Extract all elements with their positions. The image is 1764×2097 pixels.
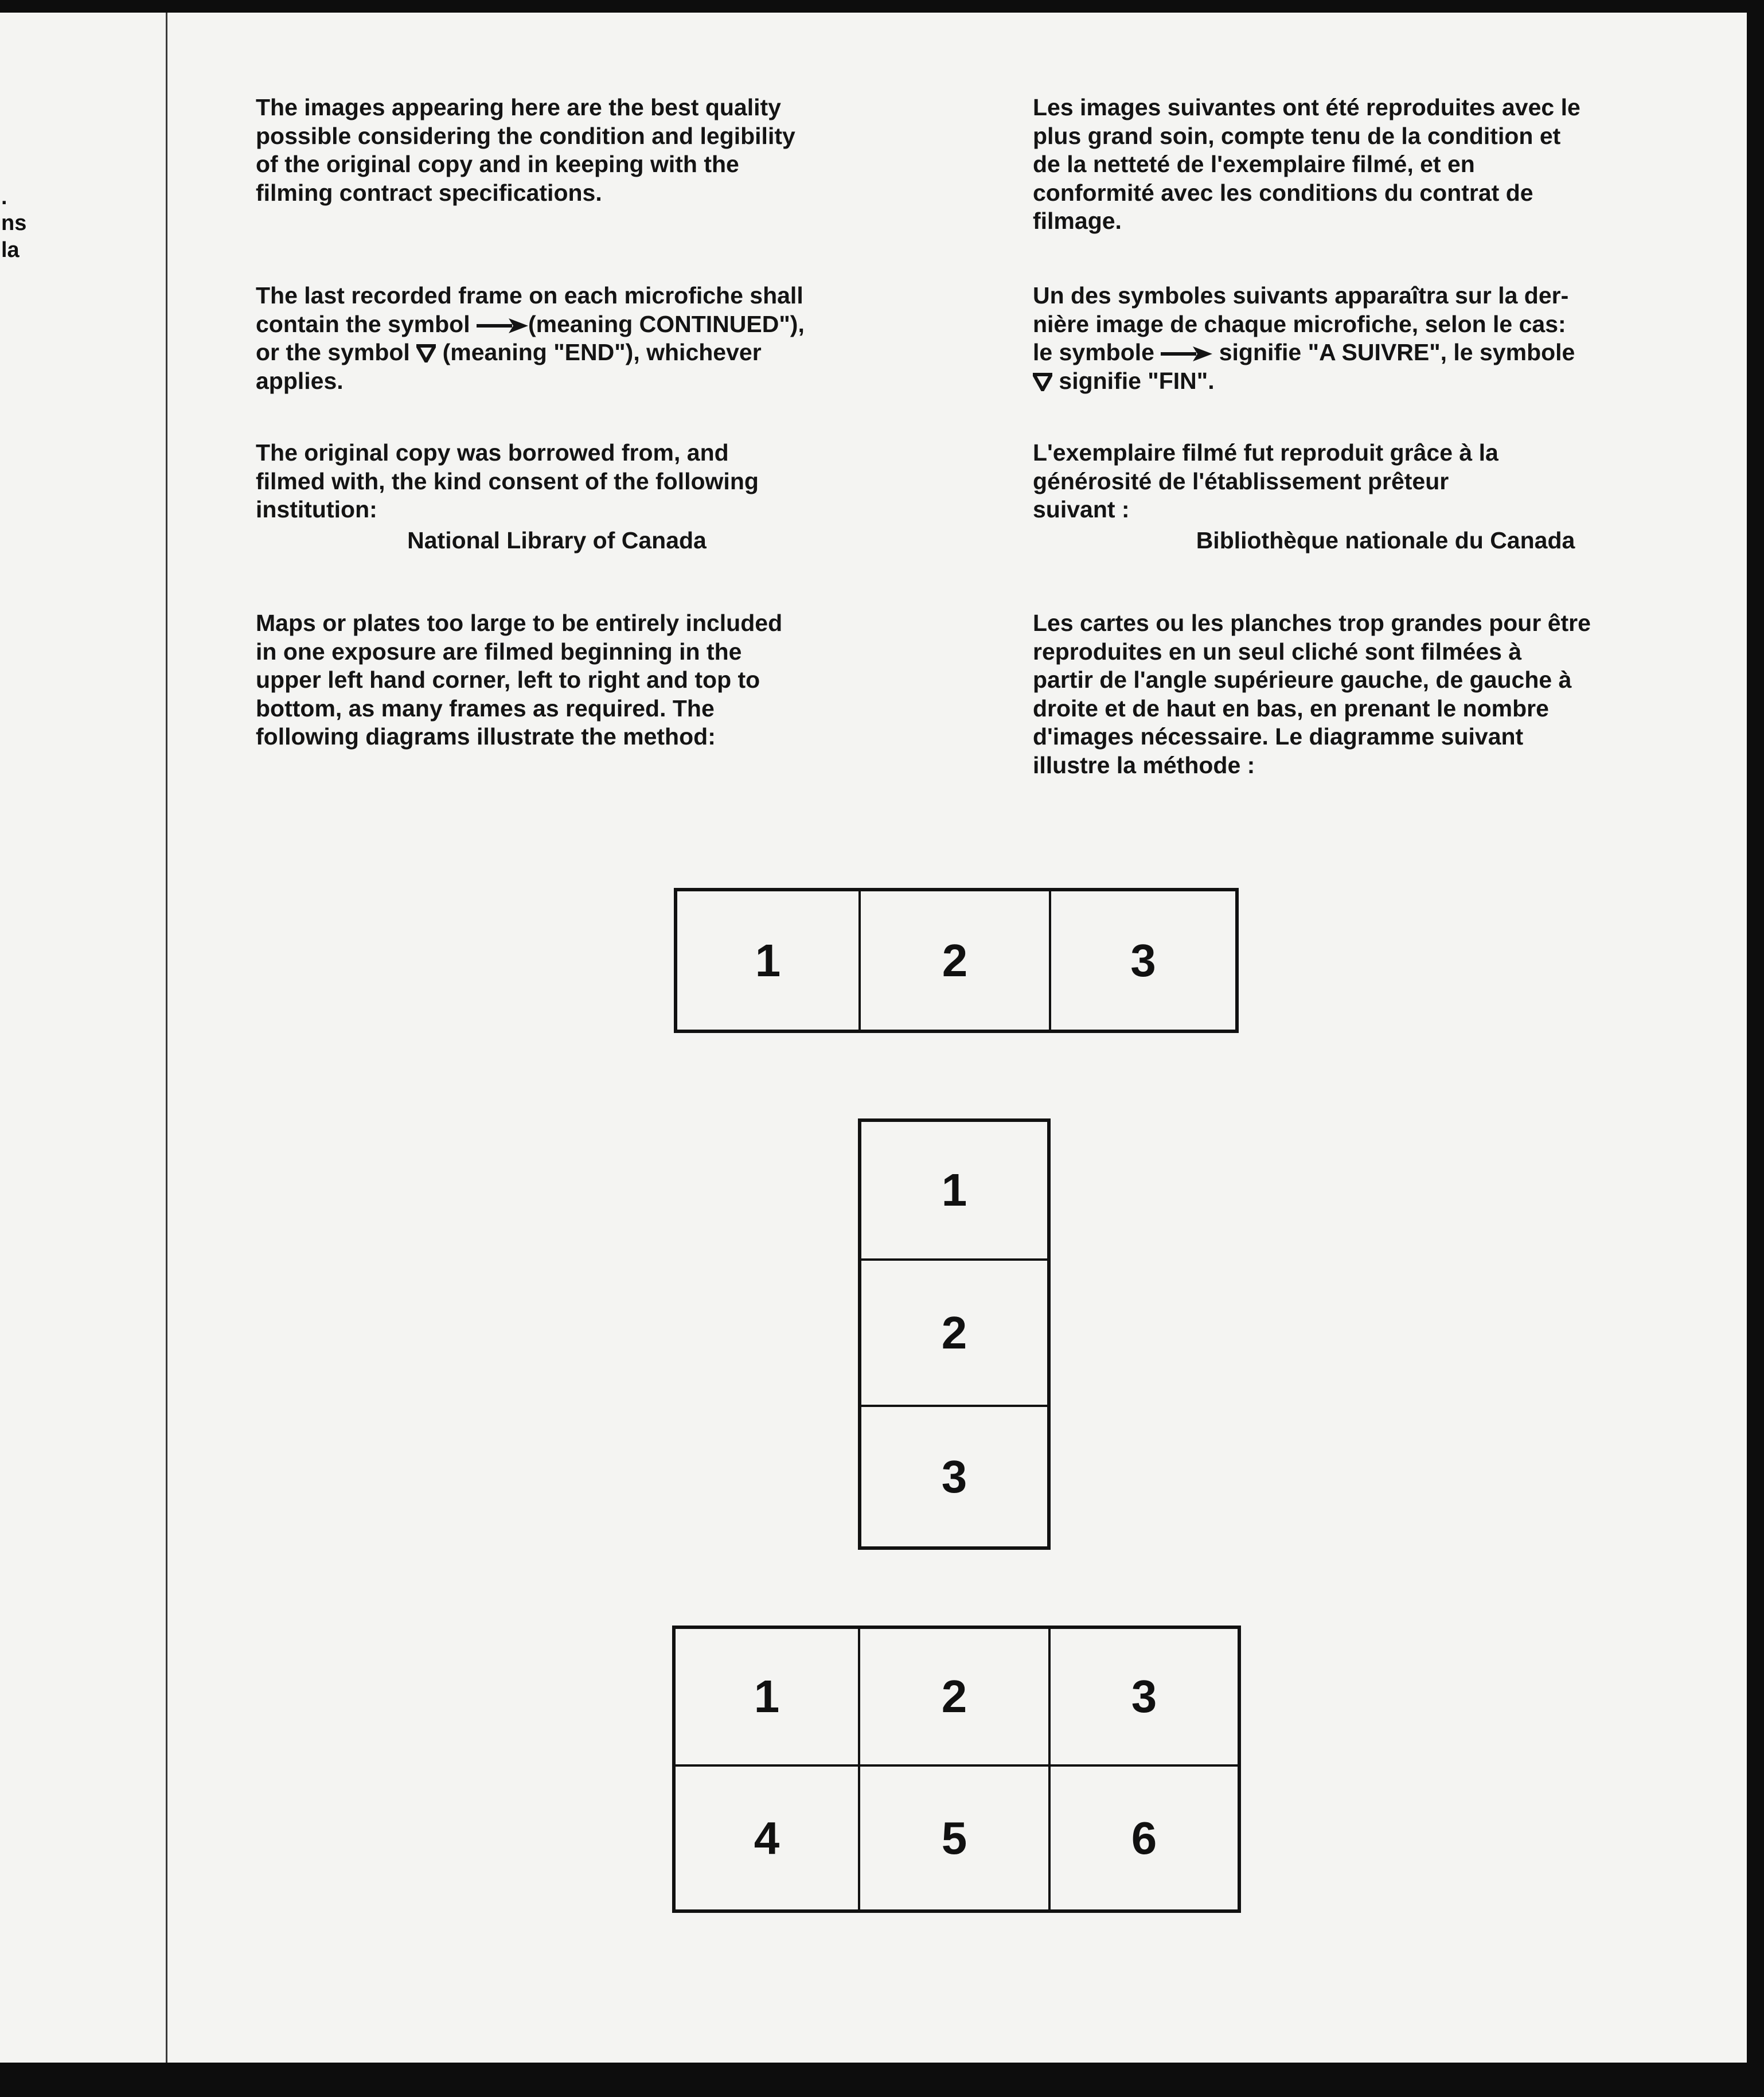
frame-cell: 3 [861, 1407, 1047, 1546]
english-quality-paragraph: The images appearing here are the best quality possible considering the condition and legibility of the original copy and in keeping with the filming contract specifications. [256, 94, 795, 206]
frame-cell: 2 [861, 1261, 1047, 1405]
margin-fragment: ns [1, 211, 27, 235]
frame-cell: 2 [861, 891, 1049, 1030]
triangle-down-icon [1033, 373, 1052, 391]
french-institution-paragraph: L'exemplaire filmé fut reproduit grâce à la générosité de l'établissement prêteur suivant : [1033, 439, 1498, 523]
french-quality-paragraph: Les images suivantes ont été reproduites avec le plus grand soin, compte tenu de la condition et de la netteté de l'exemplaire filmé, et en conformité avec les conditions du contrat de filmage. [1033, 94, 1580, 234]
english-institution-name: National Library of Canada [407, 527, 707, 554]
page-fold-line [166, 13, 167, 2063]
french-institution-name: Bibliothèque nationale du Canada [1196, 527, 1575, 554]
frame-cell: 3 [1051, 1629, 1238, 1764]
triangle-down-icon [416, 344, 436, 363]
frame-cell: 3 [1051, 891, 1235, 1030]
frame-cell: 2 [860, 1629, 1048, 1764]
arrow-icon [1161, 346, 1212, 361]
english-institution-paragraph: The original copy was borrowed from, and filmed with, the kind consent of the following institution: [256, 439, 759, 523]
french-maps-paragraph: Les cartes ou les planches trop grandes pour être reproduites en un seul cliché sont filmées à partir de l'angle supérieure gauche, de gauche à droite et de haut en bas, en prenant le nombre d'images nécessaire. Le diagramme suivant illustre la méthode : [1033, 610, 1591, 778]
frame-cell: 5 [860, 1767, 1048, 1909]
diagram-horizontal [674, 888, 1239, 1033]
scan-border-right [1747, 0, 1764, 2097]
french-symbol-paragraph: Un des symboles suivants apparaîtra sur la der- nière image de chaque microfiche, selon le cas: le symbole signifie "A SUIVRE", le symbole signifie "FIN". [1033, 282, 1575, 394]
english-maps-paragraph: Maps or plates too large to be entirely included in one exposure are filmed beginning in the upper left hand corner, left to right and top to bottom, as many frames as required. The following diagrams illustrate the method: [256, 610, 783, 750]
scan-border-bottom [0, 2063, 1764, 2097]
frame-cell: 4 [676, 1767, 858, 1909]
frame-cell: 1 [676, 1629, 858, 1764]
arrow-icon [477, 318, 528, 333]
scan-border-top [0, 0, 1764, 13]
diagram-grid [672, 1626, 1241, 1913]
margin-fragment: la [1, 238, 19, 262]
margin-fragment: . [1, 185, 7, 209]
frame-cell: 1 [861, 1122, 1047, 1258]
frame-cell: 1 [677, 891, 858, 1030]
diagram-vertical [858, 1118, 1051, 1550]
english-symbol-paragraph: The last recorded frame on each microfiche shall contain the symbol (meaning CONTINUED"), or the symbol (meaning "END"), whichever applies. [256, 282, 805, 394]
frame-cell: 6 [1051, 1767, 1238, 1909]
